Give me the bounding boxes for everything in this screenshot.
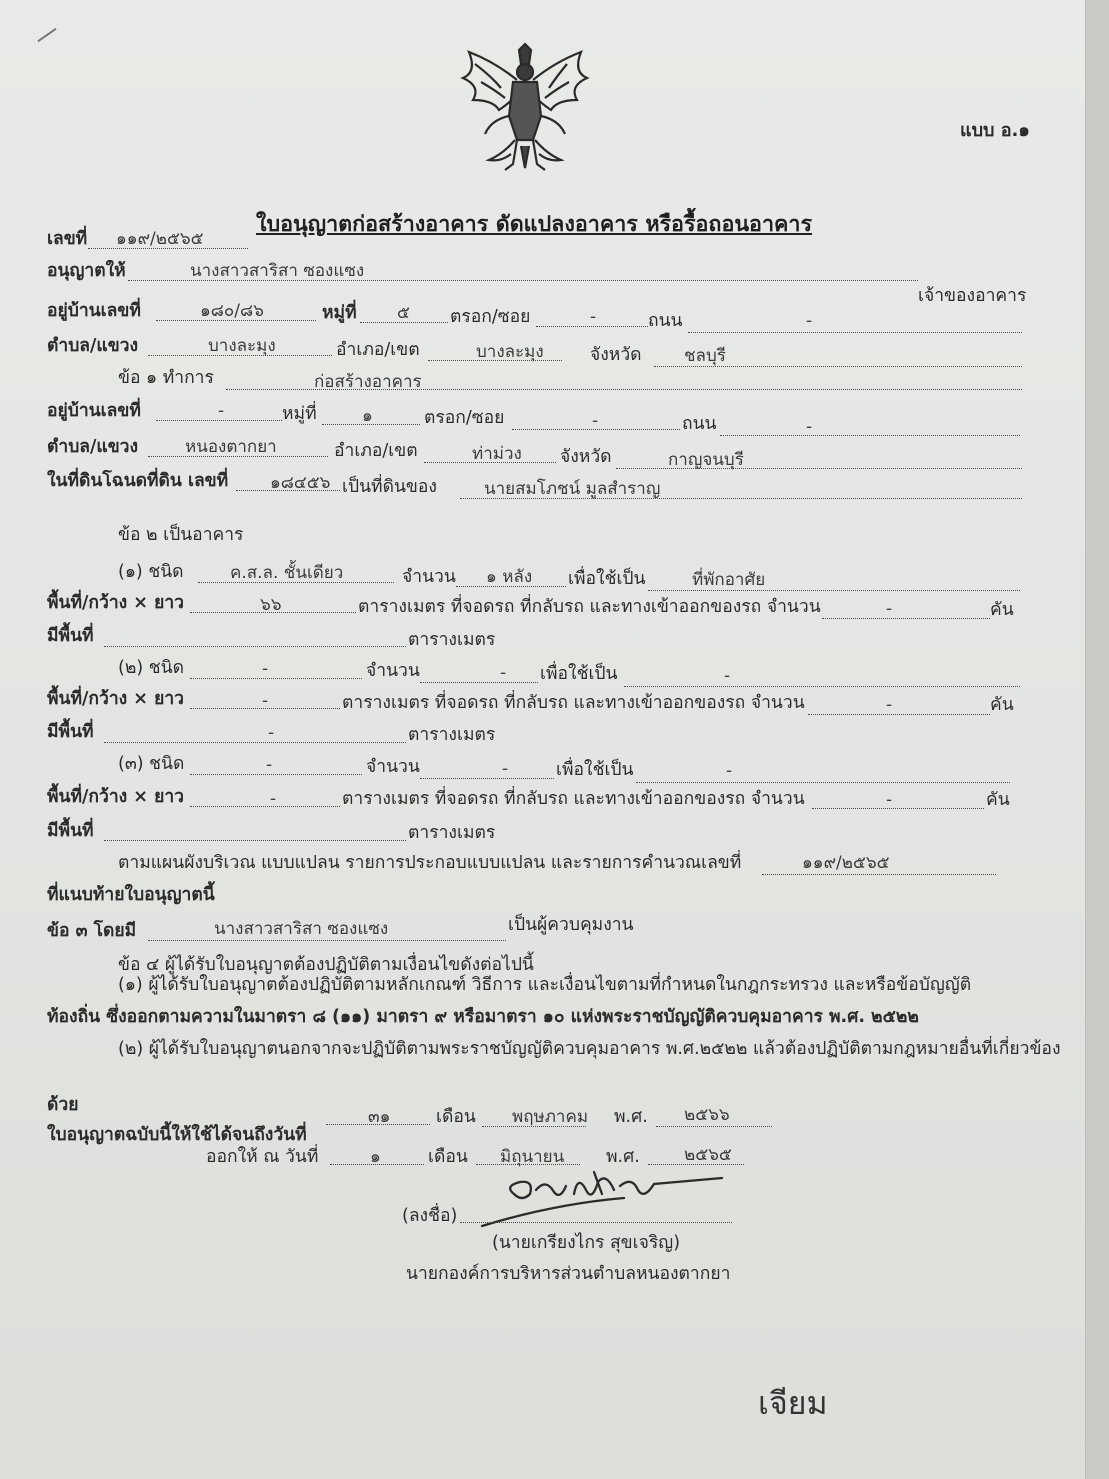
issued-year-label: พ.ศ.: [606, 1147, 640, 1167]
building1-type-label: (๑) ชนิด: [118, 562, 184, 582]
building3-use-label: เพื่อใช้เป็น: [556, 760, 634, 780]
building3-type-value: -: [266, 755, 273, 775]
valid-year-value: ๒๕๖๖: [684, 1105, 730, 1125]
soi-label: ตรอก/ซอย: [450, 307, 531, 327]
supervisor-value: นางสาวสาริสา ซองแซง: [214, 919, 389, 939]
clause1-road-value: -: [806, 417, 813, 437]
land-owner-value: นายสมโภชน์ มูลสำราญ: [484, 479, 661, 499]
road-label: ถนน: [648, 311, 683, 331]
clause4-heading: ข้อ ๔ ผู้ได้รับใบอนุญาตต้องปฏิบัติตามเงื่อนไขดังต่อไปนี้: [118, 955, 534, 975]
land-deed-no-value: ๑๘๔๕๖: [270, 473, 331, 493]
province-value: ชลบุรี: [684, 346, 726, 366]
building1-use-value: ที่พักอาศัย: [692, 570, 766, 590]
condition1-line1: (๑) ผู้ได้รับใบอนุญาตต้องปฏิบัติตามหลักเกณฑ์ วิธีการ และเงื่อนไขตามที่กำหนดในกฎกระทรวง และหรือข้อบัญญัติ: [118, 975, 972, 995]
permit-no-label: เลขที่: [47, 229, 88, 249]
dotted-line: [812, 808, 984, 809]
form-code: แบบ อ.๑: [960, 120, 1030, 141]
clause1-moo-value: ๑: [362, 406, 373, 426]
building3-type-label: (๓) ชนิด: [118, 754, 185, 774]
dotted-line: [190, 774, 362, 775]
scan-mark: [37, 28, 56, 42]
clause1-district-value: ท่าม่วง: [472, 444, 522, 464]
permit-to-label: อนุญาตให้: [47, 261, 126, 281]
issued-month-value: มิถุนายน: [500, 1147, 565, 1167]
building1-qty-value: ๑ หลัง: [486, 567, 533, 587]
soi-value: -: [590, 307, 597, 327]
building2-use-label: เพื่อใช้เป็น: [540, 664, 618, 684]
clause3-heading: ข้อ ๓ โดยมี: [47, 921, 137, 941]
clause1-soi-label: ตรอก/ซอย: [424, 408, 505, 428]
building1-area-value: ๖๖: [260, 595, 282, 615]
building2-type-value: -: [262, 659, 269, 679]
permit-no-value: ๑๑๙/๒๕๖๕: [116, 229, 204, 249]
valid-month-label: เดือน: [436, 1107, 476, 1127]
building2-qty-value: -: [500, 663, 507, 683]
dotted-line: [104, 840, 406, 841]
building2-area-value: -: [262, 691, 269, 711]
building2-qty-label: จำนวน: [366, 661, 420, 681]
clause1-province-label: จังหวัด: [560, 447, 612, 467]
garuda-emblem: [455, 42, 595, 177]
building1-parking-value: -: [886, 599, 893, 619]
building2-parking-value: -: [886, 695, 893, 715]
plan-text: ตามแผนผังบริเวณ แบบแปลน รายการประกอบแบบแปลน และรายการคำนวณเลขที่: [118, 853, 742, 873]
dotted-line: [420, 682, 538, 683]
document-title: ใบอนุญาตก่อสร้างอาคาร ดัดแปลงอาคาร หรือรื้อถอนอาคาร: [256, 212, 813, 237]
dotted-line: [104, 742, 406, 743]
clause1-soi-value: -: [592, 411, 599, 431]
dotted-line: [460, 1222, 732, 1223]
building2-area-label: พื้นที่/กว้าง × ยาว: [47, 689, 184, 709]
land-owner-label: เป็นที่ดินของ: [342, 477, 437, 497]
building1-type-value: ค.ส.ล. ชั้นเดียว: [230, 563, 344, 583]
province-label: จังหวัด: [590, 345, 642, 365]
clause1-moo-label: หมู่ที่: [282, 404, 317, 424]
building3-area-label: พื้นที่/กว้าง × ยาว: [47, 787, 184, 807]
building1-use-label: เพื่อใช้เป็น: [568, 569, 646, 589]
building3-parking-text: ตารางเมตร ที่จอดรถ ที่กลับรถ และทางเข้าออกของรถ จำนวน: [342, 789, 805, 809]
building2-unit-cars: คัน: [990, 695, 1014, 715]
dotted-line: [720, 435, 1020, 436]
building3-qty-value: -: [502, 759, 509, 779]
condition1-line2: ท้องถิ่น ซึ่งออกตามความในมาตรา ๘ (๑๑) มาตรา ๙ หรือมาตรา ๑๐ แห่งพระราชบัญญัติควบคุมอาคาร พ.ศ. ๒๕๒๒: [47, 1007, 919, 1027]
handwritten-note: เจียม: [758, 1384, 828, 1422]
building1-floor-area-label: มีพื้นที่: [47, 626, 94, 646]
district-label: อำเภอ/เขต: [336, 340, 420, 360]
attached-text: ที่แนบท้ายใบอนุญาตนี้: [47, 885, 215, 905]
building1-unit-sqm: ตารางเมตร: [408, 630, 496, 650]
building3-area-value: -: [270, 789, 277, 809]
condition2-line1: (๒) ผู้ได้รับใบอนุญาตนอกจากจะปฏิบัติตามพระราชบัญญัติควบคุมอาคาร พ.ศ.๒๕๒๒ แล้วต้องปฏิบัติตามกฎหมายอื่นที่เกี่ยวข้อง: [118, 1039, 1061, 1059]
permit-to-value: นางสาวสาริสา ซองแซง: [190, 261, 365, 281]
dotted-line: [624, 686, 1020, 687]
plan-no-value: ๑๑๙/๒๕๖๕: [802, 853, 890, 873]
subdistrict-value: บางละมุง: [208, 336, 276, 356]
house-no-label: อยู่บ้านเลขที่: [47, 301, 141, 321]
road-value: -: [806, 311, 813, 331]
building3-unit-cars: คัน: [986, 790, 1010, 810]
building2-unit-sqm: ตารางเมตร: [408, 725, 496, 745]
building1-area-label: พื้นที่/กว้าง × ยาว: [47, 593, 184, 613]
handwritten-signature: [474, 1164, 734, 1234]
district-value: บางละมุง: [476, 342, 544, 362]
issued-month-label: เดือน: [428, 1147, 468, 1167]
building3-unit-sqm: ตารางเมตร: [408, 823, 496, 843]
clause2-heading: ข้อ ๒ เป็นอาคาร: [118, 525, 244, 545]
owner-suffix: เจ้าของอาคาร: [918, 286, 1027, 306]
building3-qty-label: จำนวน: [366, 757, 420, 777]
building3-use-value: -: [726, 761, 733, 781]
building1-parking-text: ตารางเมตร ที่จอดรถ ที่กลับรถ และทางเข้าออกของรถ จำนวน: [358, 597, 821, 617]
supervisor-suffix: เป็นผู้ควบคุมงาน: [508, 915, 634, 935]
issued-year-value: ๒๕๖๕: [684, 1145, 732, 1165]
moo-value: ๕: [397, 303, 410, 323]
dotted-line: [636, 782, 1010, 783]
valid-month-value: พฤษภาคม: [512, 1107, 589, 1127]
clause1-district-label: อำเภอ/เขต: [334, 441, 418, 461]
dotted-line: [104, 646, 406, 647]
signatory-position: นายกองค์การบริหารส่วนตำบลหนองตากยา: [406, 1264, 731, 1284]
dotted-line: [190, 806, 340, 807]
building2-type-label: (๒) ชนิด: [118, 658, 184, 678]
building2-floor-area-value: -: [268, 723, 275, 743]
land-deed-label: ในที่ดินโฉนดที่ดิน เลขที่: [47, 471, 229, 491]
clause1-road-label: ถนน: [682, 414, 717, 434]
clause1-subdistrict-label: ตำบล/แขวง: [47, 437, 139, 457]
clause1-subdistrict-value: หนองตากยา: [185, 437, 277, 457]
clause1-heading: ข้อ ๑ ทำการ: [118, 368, 214, 388]
building1-qty-label: จำนวน: [402, 567, 456, 587]
page-edge: [1085, 0, 1109, 1479]
valid-year-label: พ.ศ.: [614, 1107, 648, 1127]
valid-until-label: ใบอนุญาตฉบับนี้ให้ใช้ได้จนถึงวันที่: [47, 1125, 307, 1145]
moo-label: หมู่ที่: [322, 303, 357, 323]
clause1-house-no-label: อยู่บ้านเลขที่: [47, 401, 141, 421]
dotted-line: [148, 940, 506, 941]
dotted-line: [822, 618, 990, 619]
building2-floor-area-label: มีพื้นที่: [47, 722, 94, 742]
building2-parking-text: ตารางเมตร ที่จอดรถ ที่กลับรถ และทางเข้าออกของรถ จำนวน: [342, 693, 805, 713]
dotted-line: [762, 874, 996, 875]
condition2-line2: ด้วย: [47, 1095, 79, 1115]
signatory-name: (นายเกรียงไกร สุขเจริญ): [492, 1233, 681, 1253]
dotted-line: [688, 332, 1022, 333]
clause1-house-no-value: -: [218, 401, 225, 421]
building1-unit-cars: คัน: [990, 600, 1014, 620]
issued-day-value: ๑: [370, 1147, 381, 1167]
clause1-province-value: กาญจนบุรี: [668, 450, 744, 470]
dotted-line: [190, 678, 362, 679]
building3-parking-value: -: [886, 790, 893, 810]
building2-use-value: -: [724, 666, 731, 686]
dotted-line: [808, 714, 990, 715]
clause1-action-value: ก่อสร้างอาคาร: [314, 372, 422, 392]
dotted-line: [420, 778, 554, 779]
dotted-line: [656, 1126, 772, 1127]
valid-day-value: ๓๑: [368, 1107, 391, 1127]
signature-label: (ลงชื่อ): [402, 1206, 458, 1226]
subdistrict-label: ตำบล/แขวง: [47, 336, 139, 356]
house-no-value: ๑๘๐/๘๖: [200, 301, 264, 321]
building3-floor-area-label: มีพื้นที่: [47, 821, 94, 841]
issued-label: ออกให้ ณ วันที่: [206, 1147, 319, 1167]
